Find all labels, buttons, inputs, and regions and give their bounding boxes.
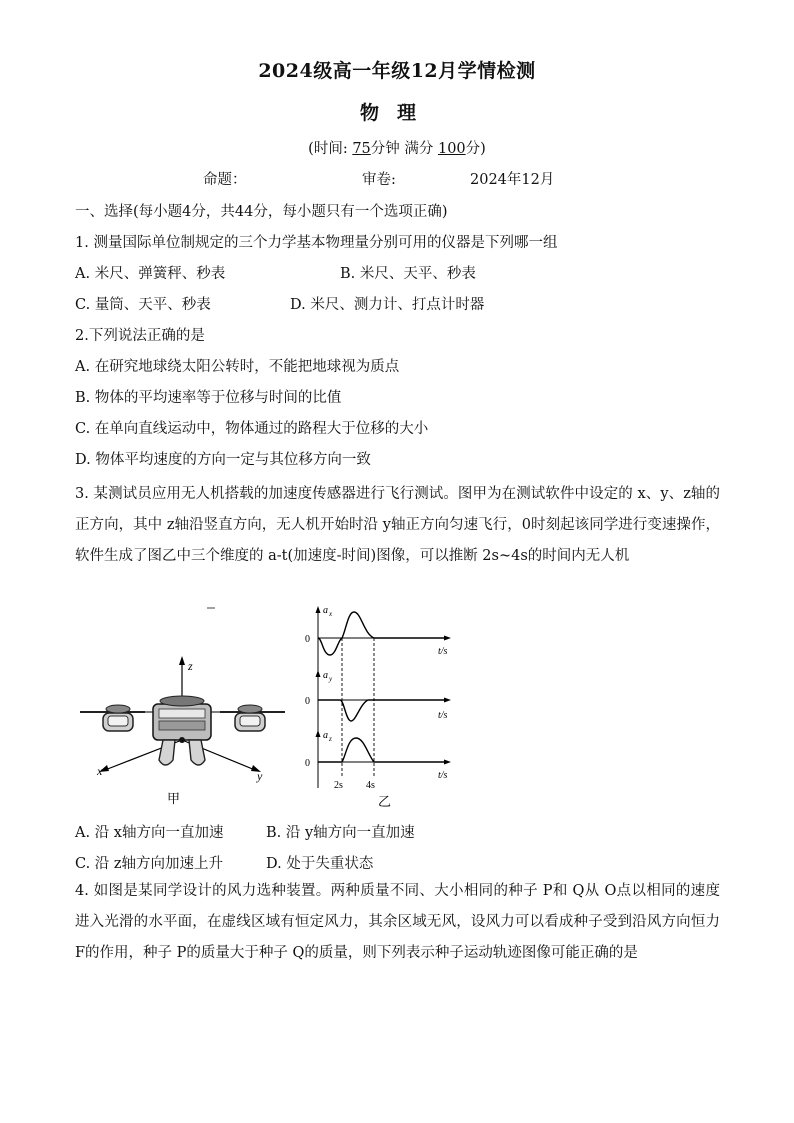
tick-4s: 4s xyxy=(366,780,375,791)
figure-jia-caption: 甲 xyxy=(167,792,181,807)
y-axis-label: y xyxy=(257,769,263,783)
q3-option-d: D. 处于失重状态 xyxy=(266,856,374,872)
az-subscript: z xyxy=(329,735,332,743)
author-label: 命题： xyxy=(203,172,247,188)
az-axis-arrow xyxy=(316,730,321,737)
q2-option-a: A. 在研究地球绕太阳公转时，不能把地球视为质点 xyxy=(75,359,400,375)
q1-option-b: B. 米尺、天平、秒表 xyxy=(340,266,476,282)
az-t-label: t/s xyxy=(438,770,448,781)
ax-curve xyxy=(318,612,444,655)
ay-time-arrow xyxy=(444,698,451,703)
section-heading: 一、选择(每小题4分，共44分，每小题只有一个选项正确) xyxy=(75,204,448,220)
q3-stem: 3. 某测试员应用无人机搭载的加速度传感器进行飞行测试。图甲为在测试软件中设定的 x、y、z轴的正方向，其中 z轴沿竖直方向，无人机开始时沿 y轴正方向匀速飞行，0时刻起该同学进行变速操作，软件生成了图乙中三个维度的 a-t(加速度-时间)图像，可以推断 2s~4s的时间内无人机 xyxy=(75,486,720,564)
q3-option-a: A. 沿 x轴方向一直加速 xyxy=(75,825,224,841)
time-prefix: (时间: xyxy=(308,141,353,157)
ax-subscript: x xyxy=(329,610,333,618)
time-value: 75 xyxy=(352,141,371,157)
z-axis-label: z xyxy=(188,659,193,673)
x-axis-label: x xyxy=(97,764,103,778)
subject-title: 物理 xyxy=(359,102,434,124)
exam-date: 2024年12月 xyxy=(470,172,555,188)
q1-option-d: D. 米尺、测力计、打点计时器 xyxy=(290,297,485,313)
z-axis-arrow xyxy=(179,656,185,665)
q4-stem: 4. 如图是某同学设计的风力选种装置。两种质量不同、大小相同的种子 P和 Q从 O点以相同的速度进入光滑的水平面，在虚线区域有恒定风力，其余区域无风，设风力可以看成种子受到沿风方向恒力 F的作用，种子 P的质量大于种子 Q的质量，则下列表示种子运动轨迹图像可能正确的是 xyxy=(75,883,720,961)
az-label: a xyxy=(323,730,328,741)
exam-title: 2024级高一年级12月学情检测 xyxy=(258,60,536,82)
ax-time-arrow xyxy=(444,636,451,641)
az-curve xyxy=(318,738,444,762)
ax-zero-label: 0 xyxy=(305,634,310,645)
q2-option-d: D. 物体平均速度的方向一定与其位移方向一致 xyxy=(75,452,371,468)
ay-label: a xyxy=(323,670,328,681)
ay-subscript: y xyxy=(329,675,333,683)
q1-option-c: C. 量筒、天平、秒表 xyxy=(75,297,211,313)
time-mid: 分钟 满分 xyxy=(370,141,438,157)
time-suffix: 分) xyxy=(465,141,486,157)
az-zero-label: 0 xyxy=(305,758,310,769)
ay-t-label: t/s xyxy=(438,710,448,721)
score-value: 100 xyxy=(437,141,466,157)
q3-option-c: C. 沿 z轴方向加速上升 xyxy=(75,856,224,872)
figure-yi-caption: 乙 xyxy=(378,795,392,810)
q1-option-a: A. 米尺、弹簧秤、秒表 xyxy=(75,266,226,282)
ay-zero-label: 0 xyxy=(305,696,310,707)
ay-axis-arrow xyxy=(316,670,321,677)
ax-axis-arrow xyxy=(316,606,321,613)
q2-option-c: C. 在单向直线运动中，物体通过的路程大于位移的大小 xyxy=(75,421,429,437)
q2-stem: 2.下列说法正确的是 xyxy=(75,328,205,344)
acceleration-time-graphs xyxy=(298,600,468,810)
ax-t-label: t/s xyxy=(438,646,448,657)
q3-option-b: B. 沿 y轴方向一直加速 xyxy=(266,825,415,841)
q1-stem: 1. 测量国际单位制规定的三个力学基本物理量分别可用的仪器是下列哪一组 xyxy=(75,235,558,251)
ay-curve xyxy=(318,700,444,721)
q2-option-b: B. 物体的平均速率等于位移与时间的比值 xyxy=(75,390,342,406)
drone-axes-figure xyxy=(75,600,290,810)
ax-label: a xyxy=(323,605,328,616)
drone-drawing xyxy=(80,696,285,765)
tick-2s: 2s xyxy=(334,780,343,791)
reviewer-label: 审卷: xyxy=(362,172,396,188)
az-time-arrow xyxy=(444,760,451,765)
time-score-info xyxy=(0,137,794,158)
